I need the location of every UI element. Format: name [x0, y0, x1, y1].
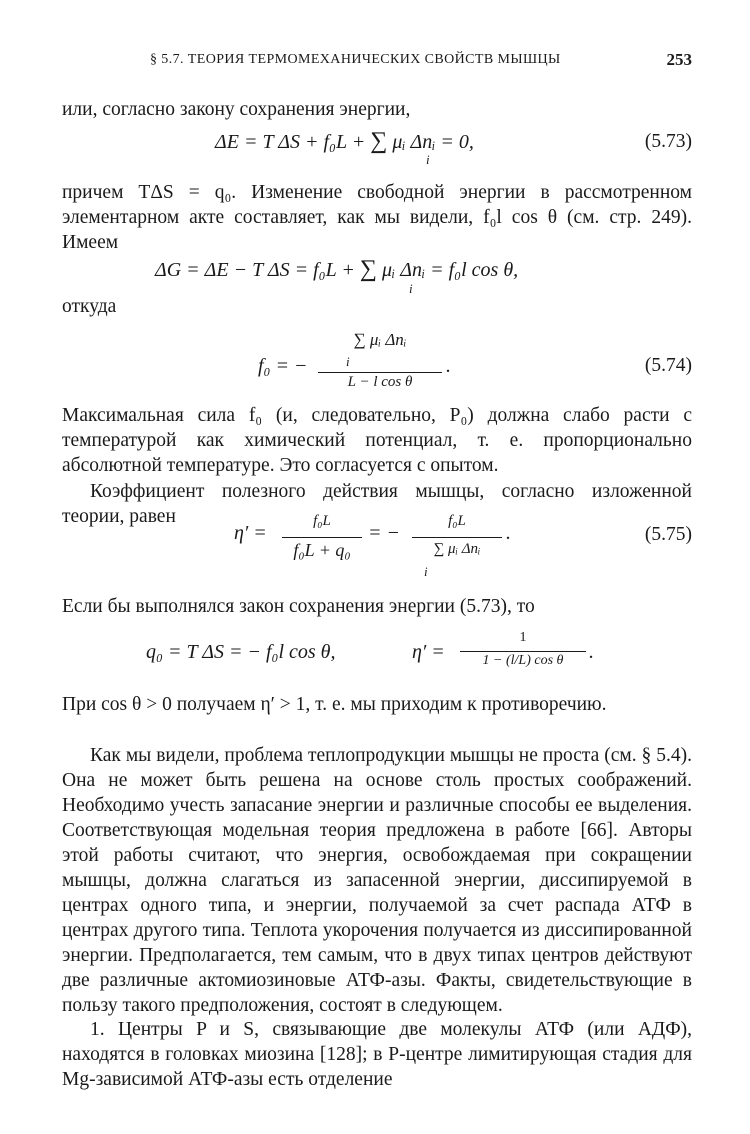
eq575-fraction1-numerator: f₀L — [313, 513, 331, 529]
eq575-fraction1-bar — [282, 537, 362, 538]
eqq0-fraction-bar — [460, 651, 586, 652]
eq574-numerator: ∑ μᵢ Δnᵢ — [353, 330, 407, 349]
paragraph-1: или, согласно закону сохранения энергии, — [62, 99, 411, 120]
eq573-sum-sign: ∑ — [370, 128, 388, 154]
eq573-rhs: μᵢ Δnᵢ = 0, — [392, 131, 474, 153]
eq575-fraction2-denominator: ∑ μᵢ Δnᵢ — [433, 541, 481, 557]
equation-dG — [155, 256, 519, 296]
eqdG-rhs: μᵢ Δnᵢ = f₀l cos θ, — [382, 259, 519, 281]
eqq0-tail: . — [589, 641, 594, 663]
eqq0-denominator: 1 − (l/L) cos θ — [482, 653, 564, 668]
paragraph-3: откуда — [62, 296, 117, 317]
eq575-fraction1-denominator: f₀L + q₀ — [293, 540, 351, 560]
paragraph-4: Максимальная сила f₀ (и, следовательно, P₀) должна слабо расти с температурой как химический потенциал, т. е. пропорционально абсолютной температуре. Это согласуется с опытом. — [62, 405, 692, 476]
equation-5-73 — [215, 128, 474, 167]
eq574-lhs: f₀ = − — [258, 355, 308, 377]
eqq0-numerator: 1 — [519, 630, 527, 645]
eq575-lhs: η′ = — [234, 522, 267, 544]
equation-number-5-73: (5.73) — [644, 131, 692, 152]
eq575-fraction2-bar — [412, 537, 502, 538]
paragraph-2: причем TΔS = q₀. Изменение свободной энергии в рассмотренном элементарном акте составляет, как мы видели, f₀l cos θ (см. стр. 249). Имеем — [62, 182, 692, 253]
eqdG-sum-sign: ∑ — [359, 256, 378, 282]
page-header — [60, 50, 692, 80]
eqdG-lhs: ΔG = ΔE − T ΔS = f₀L + — [155, 259, 360, 281]
eqdG-sum-index: i — [409, 281, 413, 296]
eq575-fraction2-index: i — [424, 564, 428, 579]
eq575-tail: . — [506, 522, 511, 544]
eqq0-lhs: q₀ = T ΔS = − f₀l cos θ, — [146, 641, 336, 663]
eq574-numerator-index: i — [346, 354, 350, 369]
paragraph-5: Коэффициент полезного действия мышцы, согласно изложенной теории, равен — [62, 481, 692, 527]
paragraph-7: При cos θ > 0 получаем η′ > 1, т. е. мы приходим к противоречию. — [62, 694, 607, 715]
running-head: § 5.7. ТЕОРИЯ ТЕРМОМЕХАНИЧЕСКИХ СВОЙСТВ МЫШЦЫ — [150, 52, 561, 67]
paragraph-9: 1. Центры P и S, связывающие две молекулы АТФ (или АДФ), находятся в головках миозина [128]; в P-центре лимитирующая стадия для Mg-зависимой АТФ-азы есть отделение — [62, 1019, 692, 1090]
eq573-sum-index: i — [426, 152, 430, 167]
eqq0-eta: η′ = — [412, 641, 445, 663]
page-number: 253 — [666, 50, 692, 69]
eq575-fraction2-numerator: f₀L — [448, 513, 466, 529]
paragraph-6: Если бы выполнялся закон сохранения энергии (5.73), то — [62, 596, 535, 617]
eq574-fraction-bar — [318, 372, 442, 373]
equation-number-5-75: (5.75) — [644, 524, 692, 545]
equation-number-5-74: (5.74) — [644, 355, 692, 376]
eq574-denominator: L − l cos θ — [347, 374, 413, 390]
eq573-lhs: ΔE = T ΔS + f₀L + — [215, 131, 371, 153]
eq575-mid: = − — [368, 522, 400, 544]
eq574-tail: . — [446, 355, 451, 377]
paragraph-8: Как мы видели, проблема теплопродукции мышцы не проста (см. § 5.4). Она не может быть решена на основе столь простых соображений. Необходимо учесть запасание энергии и различные способы ее выделения. Соответствующая модельная теория предложена в работе [66]. Авторы этой работы считают, что энергия, освобождаемая при сокращении мышцы, должна слагаться из запасенной энергии, диссипируемой в центрах одного типа, и энергии, получаемой за счет распада АТФ в центрах другого типа. Теплота укорочения получается из диссипированной энергии. Предполагается, тем самым, что в двух типах центров действуют две различные актомиозиновые АТФ-азы. Факты, свидетельствующие в пользу такого предположения, состоят в следующем. — [62, 745, 692, 1016]
